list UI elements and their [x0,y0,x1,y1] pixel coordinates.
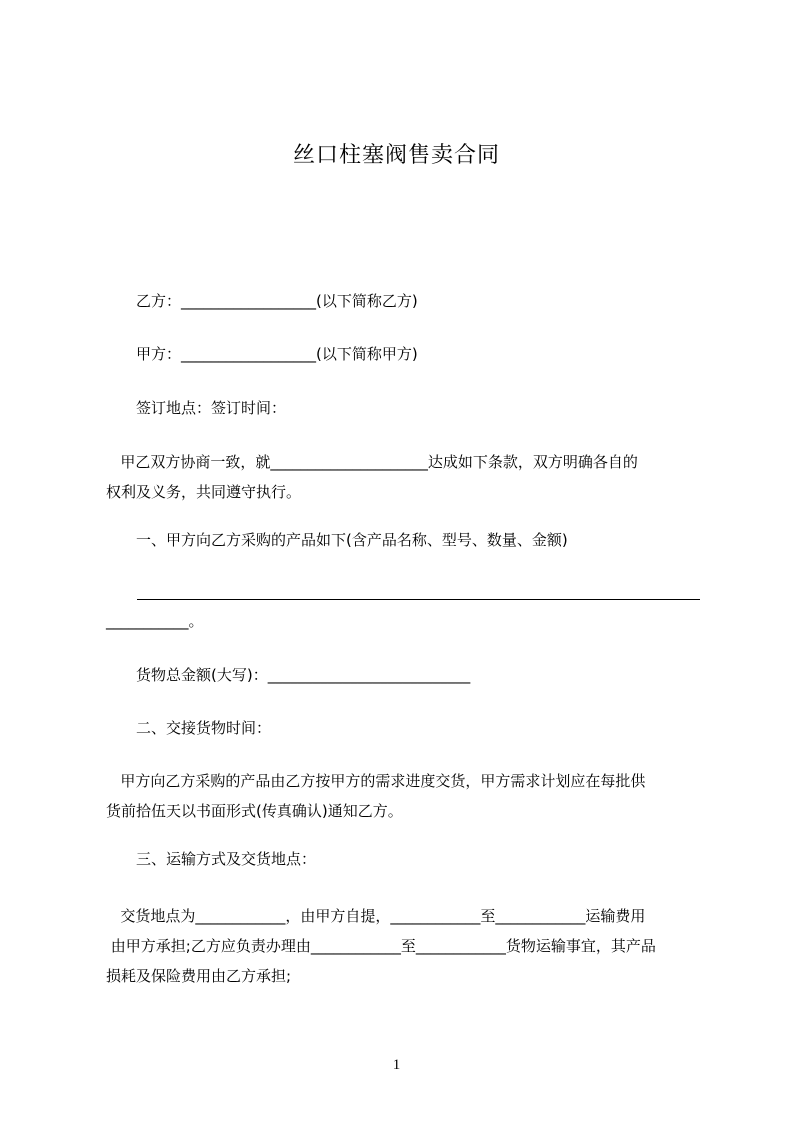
section-2-title: 二、交接货物时间： [136,719,272,737]
document-title: 丝口柱塞阀售卖合同 [292,143,500,168]
section-3-body: 交货地点为____________，由甲方自提，____________至____________运输费用 由甲方承担;乙方应负责办理由____________至____________货物运输事宜，其产品 损耗及保险费用由乙方承担; [106,907,656,985]
section-3-title: 三、运输方式及交货地点： [136,850,317,868]
product-list-blank-end: ___________。 [106,612,204,630]
party-b-line: 乙方：__________________(以下简称乙方) [136,292,418,310]
section-2-body: 甲方向乙方采购的产品由乙方按甲方的需求进度交货，甲方需求计划应在每批供 货前拾伍天以书面形式(传真确认)通知乙方。 [106,772,646,820]
party-a-line: 甲方：__________________(以下简称甲方) [136,345,418,363]
intro-paragraph: 甲乙双方协商一致，就_____________________达成如下条款，双方明确各自的 权利及义务，共同遵守执行。 [106,453,638,501]
product-list-blank-line [137,599,700,600]
page-number: 1 [392,1057,401,1073]
total-amount-line: 货物总金额(大写)：___________________________ [136,666,471,684]
signing-info-line: 签订地点：签订时间： [136,399,287,417]
section-1-title: 一、甲方向乙方采购的产品如下(含产品名称、型号、数量、金额) [136,531,568,549]
